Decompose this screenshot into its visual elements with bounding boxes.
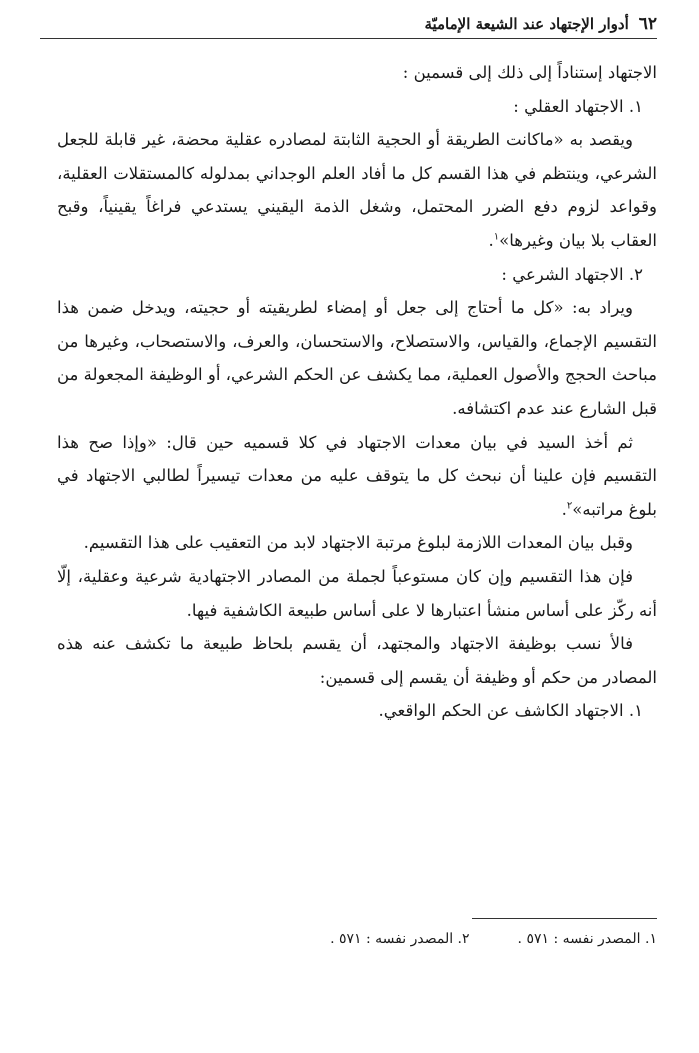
footnote-1: ١. المصدر نفسه : ٥٧١ .	[517, 931, 657, 947]
paragraph-before-requirements-text: وقبل بيان المعدات اللازمة لبلوغ مرتبة الاجتهاد لابد من التعقيب على هذا التقسيم.	[83, 533, 633, 553]
running-title: أدوار الإجتهاد عند الشيعة الإماميّة	[424, 15, 629, 33]
paragraph-proposal	[57, 627, 657, 694]
paragraph-critique	[57, 560, 657, 627]
footnote-divider	[472, 918, 657, 919]
page-number: ٦٢	[638, 14, 657, 34]
paragraph-critique-text: فإن هذا التقسيم وإن كان مستوعباً لجملة من المصادر الاجتهادية شرعية وعقلية، إلّا أنه ركّز على أساس منشأ اعتبارها لا على أساس طبيعة الكاشفية فيها.	[57, 566, 657, 620]
section-heading-legal	[57, 258, 657, 292]
footnote-2: ٢. المصدر نفسه : ٥٧١ .	[330, 931, 470, 947]
paragraph-rational-definition-text: ويقصد به «ماكانت الطريقة أو الحجية الثابتة لمصادره عقلية محضة، غير قابلة للجعل الشرعي، وينتظم في هذا القسم كل ما أفاد العلم الوجداني بمدلوله كالمستقلات العقلية، وقواعد لزوم دفع الضرر المحتمل، وشغل الذمة اليقيني يستدعي فراغاً يقينياً، وقبح العقاب بلا بيان وغيرها»	[57, 130, 657, 250]
intro-line	[57, 56, 657, 90]
footnotes	[57, 931, 657, 947]
paragraph-legal-definition-text: ويراد به: «كل ما أحتاج إلى جعل أو إمضاء لطريقيته أو حجيته، ويدخل ضمن هذا التقسيم الإجماع، والقياس، والاستصلاح، والاستحسان، والعرف، والاستصحاب، وغيرها من مباحث الحجج والأصول العملية، مما يكشف عن الحكم الشرعي، أو الوظيفة المجعولة من قبل الشارع عند عدم اكتشافه.	[57, 298, 657, 418]
section-heading-legal-text: ٢. الاجتهاد الشرعي :	[501, 264, 643, 284]
section-heading-revealing	[57, 694, 657, 728]
paragraph-sayyid-quote: ثم أخذ السيد في بيان معدات الاجتهاد في كلا قسميه حين قال: «وإذا صح هذا التقسيم فإن علينا أن نبحث كل ما يتوقف عليه من معدات تيسيراً لطالبي الاجتهاد في بلوغ مراتبه»$^٢$.	[57, 432, 657, 519]
footnote-mark-1: ١	[493, 231, 500, 243]
main-text	[57, 56, 657, 728]
section-heading-rational	[57, 90, 657, 124]
footnote-mark-2: ٢	[566, 500, 573, 512]
paragraph-proposal-text: فالأ نسب بوظيفة الاجتهاد والمجتهد، أن يقسم بلحاظ طبيعة ما تكشف عنه هذه المصادر من حكم أو وظيفة أن يقسم إلى قسمين:	[57, 634, 657, 687]
paragraph-legal-definition	[57, 291, 657, 425]
paragraph-sayyid-quote-text: ثم أخذ السيد في بيان معدات الاجتهاد في كلا قسميه حين قال: «وإذا صح هذا التقسيم فإن علينا أن نبحث كل ما يتوقف عليه من معدات تيسيراً لطالبي الاجتهاد في بلوغ مراتبه»	[57, 432, 657, 519]
paragraph-rational-definition: ويقصد به «ماكانت الطريقة أو الحجية الثابتة لمصادره عقلية محضة، غير قابلة للجعل الشرعي، وينتظم في هذا القسم كل ما أفاد العلم الوجداني بمدلوله كالمستقلات العقلية، وقواعد لزوم دفع الضرر المحتمل، وشغل الذمة اليقيني يستدعي فراغاً يقينياً، وقبح العقاب بلا بيان وغيرها»$^١$.	[57, 130, 657, 250]
paragraph-before-requirements	[57, 526, 657, 560]
page-header	[40, 10, 657, 39]
intro-line-text: الاجتهاد إستناداً إلى ذلك إلى قسمين :	[402, 63, 657, 82]
section-heading-rational-text: ١. الاجتهاد العقلي :	[513, 96, 643, 116]
section-heading-revealing-text: ١. الاجتهاد الكاشف عن الحكم الواقعي.	[378, 701, 643, 721]
